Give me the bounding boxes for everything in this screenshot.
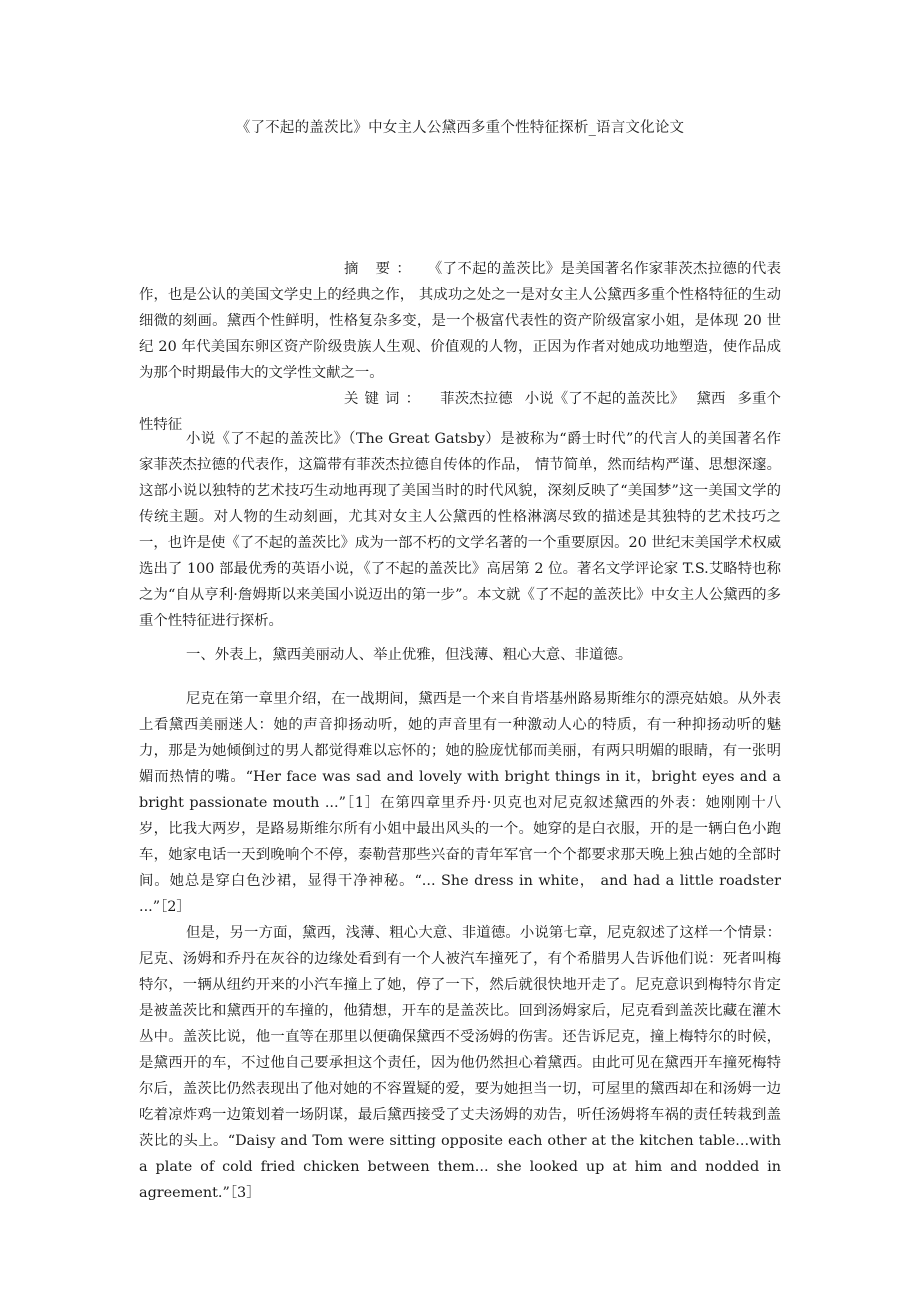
keyword-item: 菲茨杰拉德: [440, 391, 513, 407]
abstract-paragraph: [139, 256, 781, 386]
keyword-item: 多重个性特征: [139, 391, 781, 433]
abstract-section: [139, 256, 781, 438]
keyword-item: 小说《了不起的盖茨比》: [524, 391, 685, 407]
abstract-label: 摘 要：: [344, 261, 418, 277]
document-title: 《了不起的盖茨比》中女主人公黛西多重个性特征探析_语言文化论文: [235, 120, 685, 136]
abstract-text: 《了不起的盖茨比》是美国著名作家菲茨杰拉德的代表作，也是公认的美国文学史上的经典之作， 其成功之处之一是对女主人公黛西多重个性格特征的生动细微的刻画。黛西个性鲜明，性格复杂多变，是一个极富代表性的资产阶级富家小姐，是体现 20 世纪 20 年代美国东卵区资产阶级贵族人生观、价值观的人物，正因为作者对她成功地塑造，使作品成为那个时期最伟大的文学性文献之一。: [139, 261, 781, 381]
section-1-heading-block: [139, 642, 781, 668]
intro-section: [139, 426, 781, 634]
intro-paragraph: 小说《了不起的盖茨比》（The Great Gatsby）是被称为“爵士时代”的代言人的美国著名作家菲茨杰拉德的代表作，这篇带有菲茨杰拉德自传体的作品， 情节简单，然而结构严谨、思想深邃。这部小说以独特的艺术技巧生动地再现了美国当时的时代风貌，深刻反映了“美国梦”这一美国文学的传统主题。对人物的生动刻画，尤其对女主人公黛西的性格淋漓尽致的描述是其独特的艺术技巧之一，也许是使《了不起的盖茨比》成为一部不朽的文学名著的一个重要原因。20 世纪末美国学术权威选出了 100 部最优秀的英语小说，《了不起的盖茨比》高居第 2 位。著名文学评论家 T.S.艾略特也称之为“自从亨利·詹姆斯以来美国小说迈出的第一步”。本文就《了不起的盖茨比》中女主人公黛西的多重个性特征进行探析。: [139, 431, 781, 629]
section-1-paragraph: 尼克在第一章里介绍，在一战期间，黛西是一个来自肯塔基州路易斯维尔的漂亮姑娘。从外表上看黛西美丽迷人：她的声音抑扬动听，她的声音里有一种激动人心的特质，有一种抑扬动听的魅力，那是为她倾倒过的男人都觉得难以忘怀的；她的脸庞忧郁而美丽，有两只明媚的眼睛，有一张明媚而热情的嘴。“Her face was sad and lovely with bright things in it，bright eyes and a bright passionate mouth ...”［1］在第四章里乔丹·贝克也对尼克叙述黛西的外表：她刚刚十八岁，比我大两岁，是路易斯维尔所有小姐中最出风头的一个。她穿的是白衣服，开的是一辆白色小跑车，她家电话一天到晚响个不停，泰勒营那些兴奋的青年军官一个个都要求那天晚上独占她的全部时间。她总是穿白色沙裙，显得干净神秘。“... She dress in white， and had a little roadster ...”［2］: [139, 691, 781, 915]
keyword-item: 黛西: [696, 391, 726, 407]
keywords-label: 关键词：: [344, 391, 427, 407]
section-1-paragraph: 但是，另一方面，黛西，浅薄、粗心大意、非道德。小说第七章，尼克叙述了这样一个情景：尼克、汤姆和乔丹在灰谷的边缘处看到有一个人被汽车撞死了，有个希腊男人告诉他们说：死者叫梅特尔，一辆从纽约开来的小汽车撞上了她，停了一下，然后就很快地开走了。尼克意识到梅特尔肯定是被盖茨比和黛西开的车撞的，他猜想，开车的是盖茨比。回到汤姆家后，尼克看到盖茨比藏在灌木丛中。盖茨比说，他一直等在那里以便确保黛西不受汤姆的伤害。还告诉尼克，撞上梅特尔的时候，是黛西开的车，不过他自己要承担这个责任，因为他仍然担心着黛西。由此可见在黛西开车撞死梅特尔后，盖茨比仍然表现出了他对她的不容置疑的爱，要为她担当一切，可屋里的黛西却在和汤姆一边吃着凉炸鸡一边策划着一场阴谋，最后黛西接受了丈夫汤姆的劝告，听任汤姆将车祸的责任转栽到盖茨比的头上。“Daisy and Tom were sitting opposite each other at the kitchen table...with a plate of cold fried chicken between them... she looked up at him and nodded in agreement.”［3］: [139, 925, 781, 1201]
section-1-heading: 一、外表上，黛西美丽动人、举止优雅，但浅薄、粗心大意、非道德。: [186, 647, 633, 663]
section-1-body: [139, 686, 781, 1206]
